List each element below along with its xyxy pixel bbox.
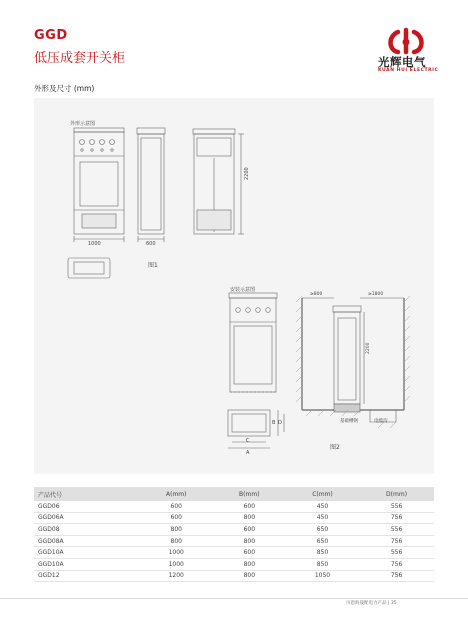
table-cell: GGD10A	[34, 547, 140, 559]
table-cell: 756	[359, 512, 434, 524]
page-subtitle: 低压成套开关柜	[34, 51, 126, 66]
table-cell: 650	[286, 535, 359, 547]
table-cell: 800	[213, 535, 286, 547]
section-title: 外形及尺寸 (mm)	[34, 84, 95, 93]
figure-2-caption: 图2	[330, 444, 340, 451]
page-footer: 川恩海晟配电力产品 | 35	[346, 601, 397, 606]
install-title: 安装示意图	[230, 287, 256, 293]
table-cell: 600	[213, 547, 286, 559]
table-cell: 756	[359, 558, 434, 570]
page-title: GGD	[34, 28, 68, 43]
table-cell: 850	[286, 558, 359, 570]
table-row	[34, 512, 434, 524]
table-cell: 1050	[286, 570, 359, 582]
brand-subtitle: KUAN HUI ELECTRIC	[378, 68, 439, 73]
cabinet-side-view	[138, 134, 164, 234]
table-cell: 600	[213, 501, 286, 512]
wall-clearance-front: ≥800	[310, 292, 323, 297]
dim-letter-d: D	[278, 420, 282, 426]
outline-title: 外形示意图	[70, 121, 96, 127]
dim-letter-a: A	[246, 450, 250, 456]
table-row	[34, 501, 434, 512]
wall-clearance-rear: ≥1800	[368, 292, 384, 297]
table-cell: 800	[140, 535, 213, 547]
table-header: C(mm)	[286, 487, 359, 501]
table-cell: 556	[359, 501, 434, 512]
table-cell: 756	[359, 570, 434, 582]
drawing-panel	[34, 98, 434, 474]
dimension-table	[34, 487, 434, 582]
table-cell: GGD08A	[34, 535, 140, 547]
table-cell: 1000	[140, 558, 213, 570]
cable-trench-label: 电缆沟	[374, 419, 388, 424]
dim-letter-c: C	[246, 438, 250, 444]
table-row	[34, 524, 434, 536]
dim-width-label: 1000	[88, 241, 101, 247]
table-cell: GGD06	[34, 501, 140, 512]
table-row	[34, 535, 434, 547]
table-cell: GGD08	[34, 524, 140, 536]
table-cell: 800	[213, 512, 286, 524]
table-header: 产品代号	[34, 487, 140, 501]
table-row	[34, 547, 434, 559]
table-cell: 600	[140, 512, 213, 524]
table-cell: 450	[286, 501, 359, 512]
table-cell: 600	[213, 524, 286, 536]
table-cell: GGD06A	[34, 512, 140, 524]
table-cell: 800	[213, 570, 286, 582]
table-header: D(mm)	[359, 487, 434, 501]
table-row	[34, 558, 434, 570]
table-cell: GGD10A	[34, 558, 140, 570]
base-channel-label: 基础槽钢	[340, 419, 358, 424]
cabinet-top-plan	[68, 258, 110, 278]
table-cell: 850	[286, 547, 359, 559]
table-cell: 450	[286, 512, 359, 524]
table-cell: 600	[140, 501, 213, 512]
table-header: B(mm)	[213, 487, 286, 501]
table-row	[34, 570, 434, 582]
table-cell: 800	[140, 524, 213, 536]
table-cell: GGD12	[34, 570, 140, 582]
table-header: A(mm)	[140, 487, 213, 501]
table-cell: 800	[213, 558, 286, 570]
table-cell: 556	[359, 547, 434, 559]
figure-1-caption: 图1	[148, 262, 158, 269]
table-cell: 1000	[140, 547, 213, 559]
brand-name: 光辉电气	[378, 55, 426, 69]
table-cell: 1200	[140, 570, 213, 582]
table-cell: 756	[359, 535, 434, 547]
footer-divider	[0, 598, 468, 599]
install-height-label: 2200	[366, 342, 371, 354]
table-cell: 556	[359, 524, 434, 536]
table-cell: 650	[286, 524, 359, 536]
dim-letter-b: B	[272, 420, 276, 426]
dim-depth-label: 600	[146, 241, 156, 247]
dim-height-label: 2200	[244, 167, 250, 180]
